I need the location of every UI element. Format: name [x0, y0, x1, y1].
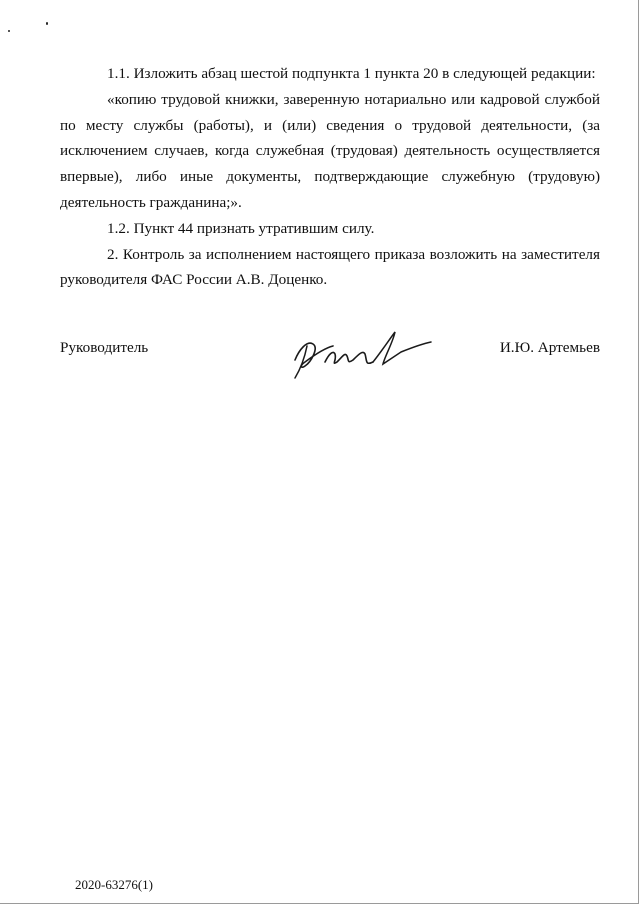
paragraph-2: 2. Контроль за исполнением настоящего приказа возложить на заместителя руководителя ФАС России А.В. Доценко. [60, 245, 600, 289]
document-number: 2020-63276(1) [75, 877, 153, 892]
paragraph-1-1: 1.1. Изложить абзац шестой подпункта 1 пункта 20 в следующей редакции: [107, 65, 596, 82]
document-body [60, 61, 600, 293]
signatory-title: Руководитель [60, 339, 149, 356]
scan-speck [8, 30, 10, 32]
scan-speck [46, 22, 48, 25]
paragraph-quote: «копию трудовой книжки, заверенную нотариально или кадровой службой по месту службы (работы), и (или) сведения о трудовой деятельности, (за исключением случаев, когда служебная (трудовая) деятельность осуществляется впервые), либо иные документы, подтверждающие служебную (трудовую) деятельность гражданина;». [60, 90, 600, 211]
paragraph-1-2: 1.2. Пункт 44 признать утратившим силу. [107, 219, 375, 237]
handwritten-signature [285, 322, 435, 382]
signatory-name: И.Ю. Артемьев [499, 339, 600, 356]
